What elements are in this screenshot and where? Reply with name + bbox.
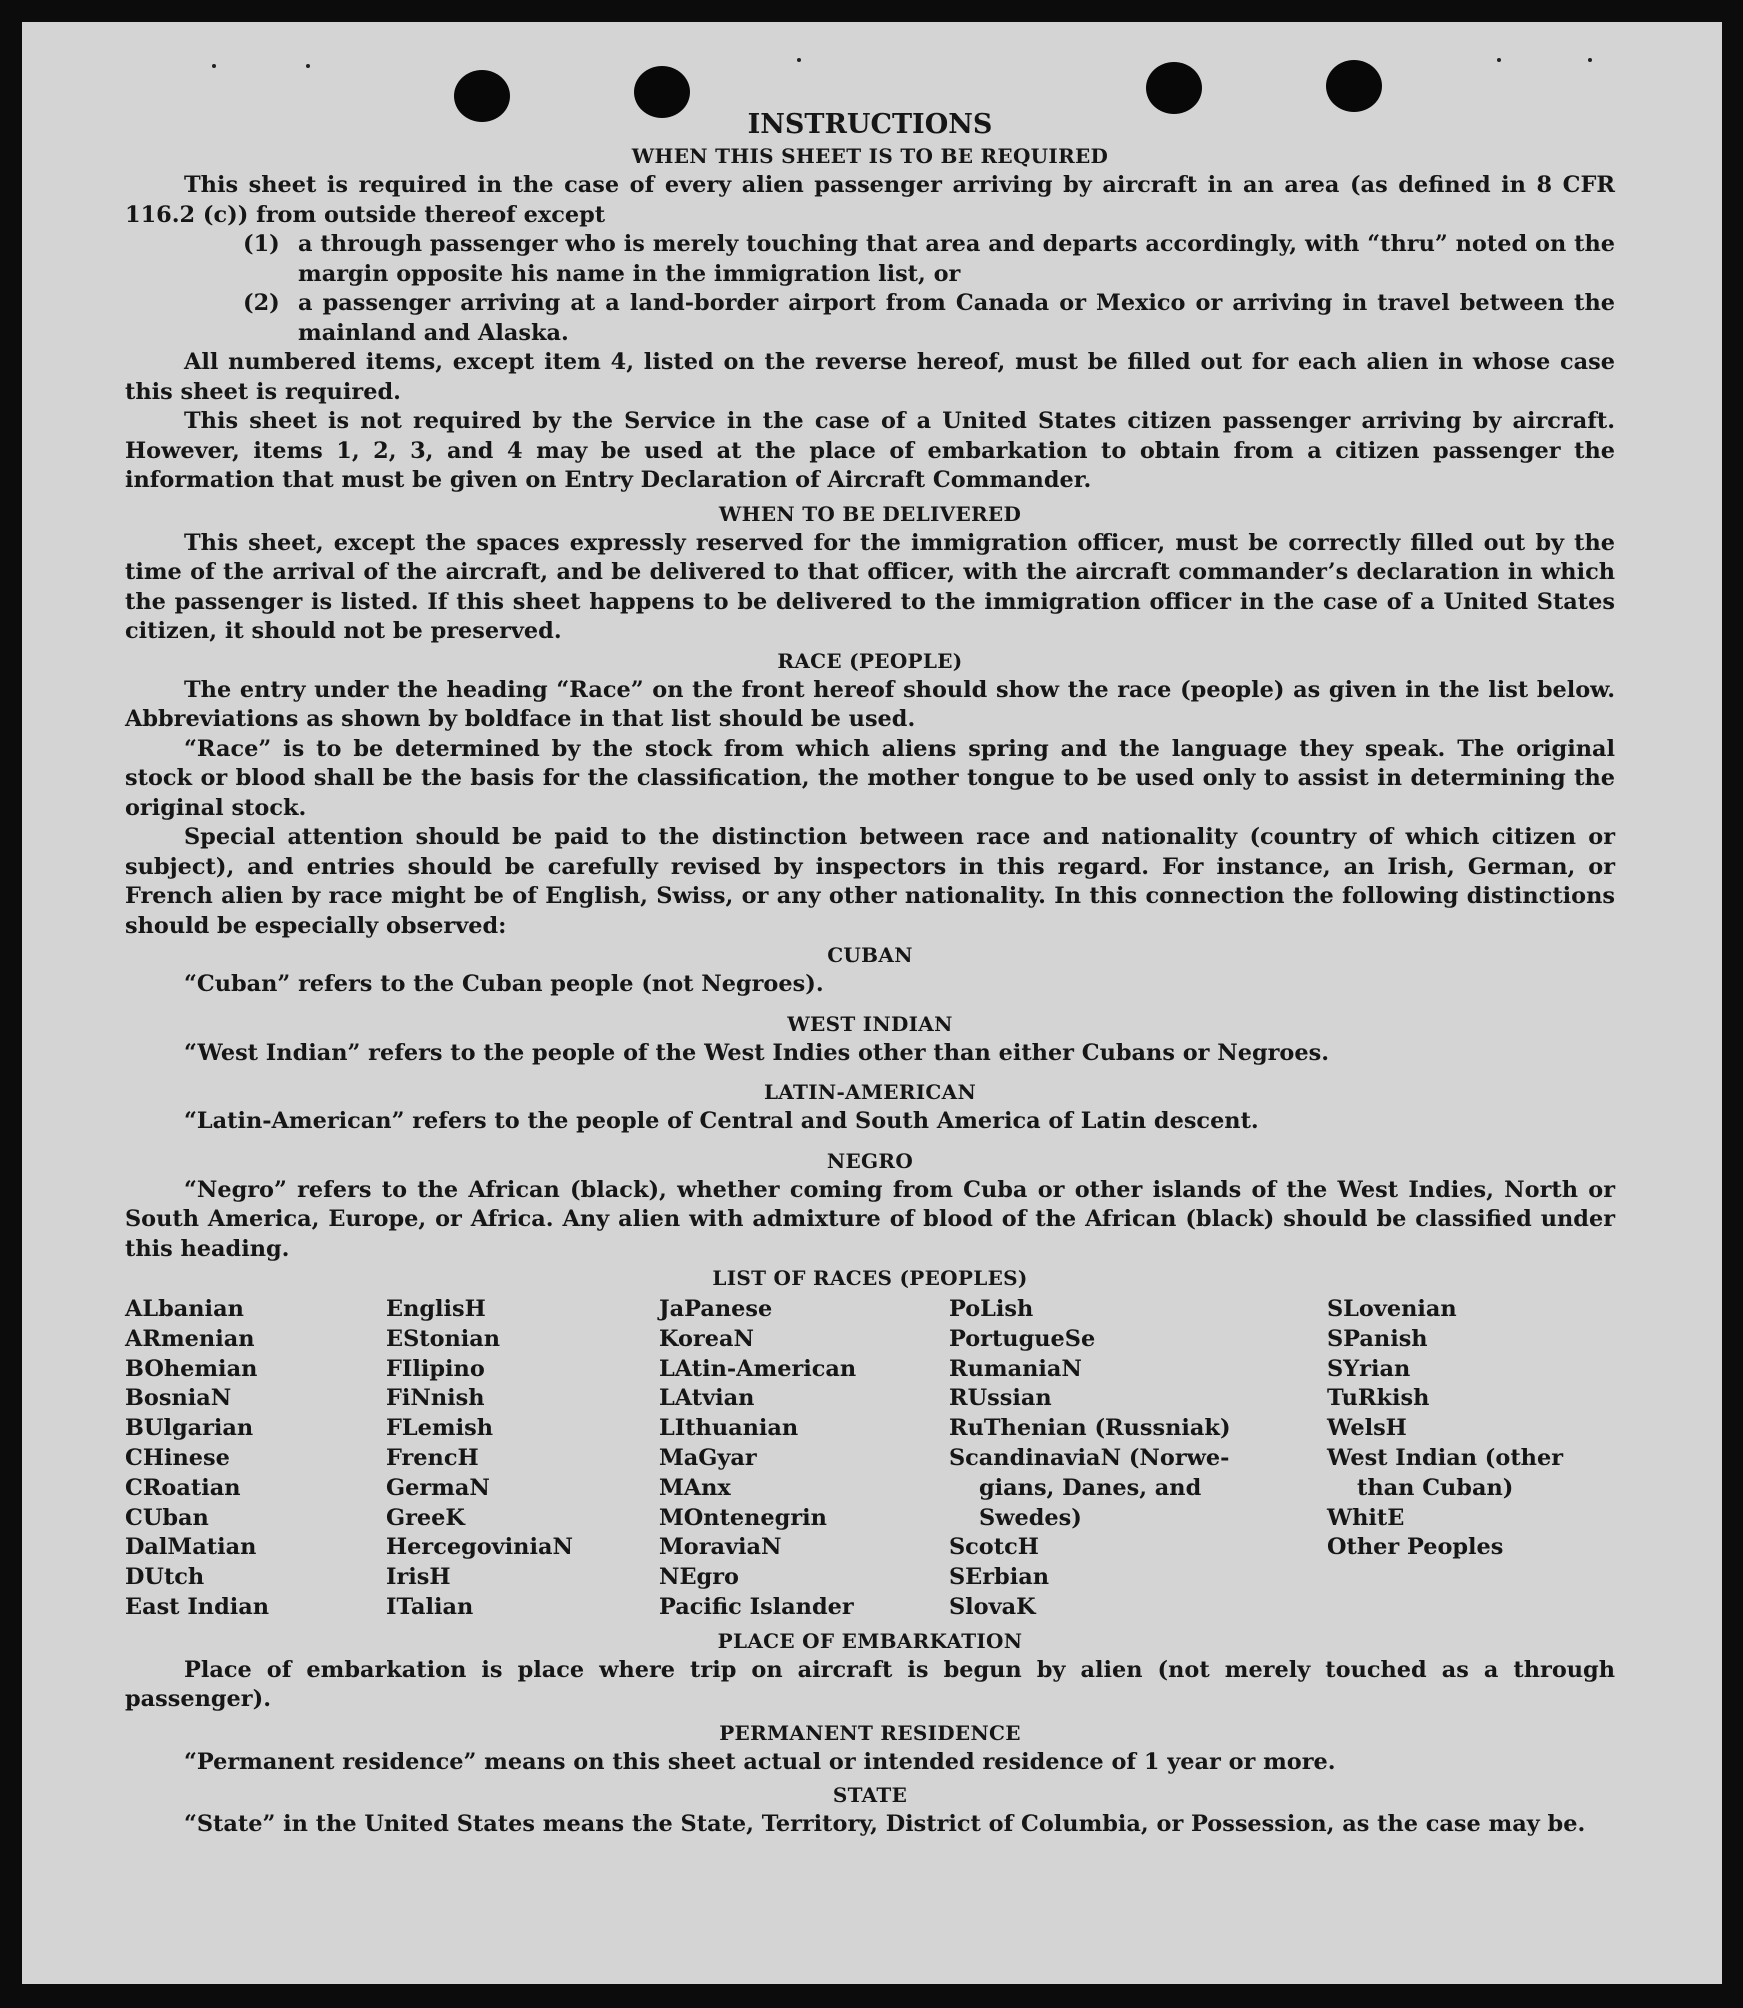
instructions-body	[125, 108, 1615, 1840]
paper-speck	[306, 64, 310, 68]
race-item: GermaN	[386, 1474, 490, 1501]
race-item: GreeK	[386, 1504, 465, 1531]
race-item: TuRkish	[1327, 1385, 1430, 1412]
punch-hole	[1326, 60, 1382, 112]
race-column	[949, 1295, 1327, 1623]
race-column	[1327, 1295, 1615, 1623]
section-heading: WEST INDIAN	[787, 1011, 953, 1036]
race-item: FLemish	[386, 1415, 493, 1442]
race-list	[125, 1295, 1615, 1623]
paragraph: “Cuban” refers to the Cuban people (not Negroes).	[184, 971, 824, 997]
race-item-continued	[949, 1504, 1327, 1534]
item-number: (1)	[243, 231, 280, 257]
paragraph: This sheet is required in the case of every alien passenger arriving by aircraft in an area (as defined in 8 CFR 116.2 (c)) from outside thereof except	[125, 172, 1615, 228]
race-item: SErbian	[949, 1564, 1049, 1591]
race-item: MoraviaN	[659, 1534, 782, 1561]
race-item: LAtin-American	[659, 1355, 857, 1382]
race-column	[386, 1295, 659, 1623]
section-heading: WHEN TO BE DELIVERED	[718, 501, 1022, 526]
list-item	[243, 230, 1615, 289]
paragraph: Place of embarkation is place where trip on aircraft is begun by alien (not merely touched as a through passenger).	[125, 1656, 1615, 1713]
race-item-continuation: gians, Danes, and	[979, 1474, 1202, 1501]
race-item: West Indian (other	[1327, 1444, 1563, 1471]
document-page	[22, 22, 1722, 1984]
section-heading: CUBAN	[827, 943, 913, 967]
item-text: a passenger arriving at a land-border airport from Canada or Mexico or arriving in travel between the mainland and Alaska.	[298, 290, 1615, 346]
race-item: PoLish	[949, 1296, 1034, 1322]
race-item: DalMatian	[125, 1534, 257, 1561]
race-item: NEgro	[659, 1564, 739, 1591]
race-item: BUlgarian	[125, 1415, 254, 1442]
race-item: CRoatian	[125, 1474, 241, 1501]
race-item-continuation: Swedes)	[979, 1504, 1082, 1531]
race-item: SlovaK	[949, 1593, 1036, 1620]
section-heading: PLACE OF EMBARKATION	[717, 1628, 1023, 1653]
paper-speck	[1588, 58, 1592, 62]
section-heading: LATIN-AMERICAN	[763, 1080, 977, 1104]
paragraph: All numbered items, except item 4, listed on the reverse hereof, must be filled out for each alien in whose case this sheet is required.	[125, 349, 1615, 405]
race-item: LIthuanian	[659, 1415, 799, 1442]
race-item: MOntenegrin	[659, 1504, 827, 1531]
race-item: CHinese	[125, 1444, 230, 1471]
race-item: RumaniaN	[949, 1355, 1082, 1382]
race-column	[125, 1295, 386, 1623]
paragraph: “Permanent residence” means on this sheet actual or intended residence of 1 year or more.	[184, 1748, 1336, 1775]
paragraph: “Latin-American” refers to the people of Central and South America of Latin descent.	[184, 1108, 1259, 1134]
paragraph: “Negro” refers to the African (black), whether coming from Cuba or other islands of the West Indies, North or South America, Europe, or Africa. Any alien with admixture of blood of the African (black) should be classified under this heading.	[125, 1176, 1615, 1262]
race-item-continuation: than Cuban)	[1357, 1474, 1514, 1501]
section-heading: WHEN THIS SHEET IS TO BE REQUIRED	[631, 144, 1109, 168]
item-number: (2)	[243, 290, 280, 316]
race-item: SPanish	[1327, 1325, 1428, 1352]
section-heading: RACE (PEOPLE)	[777, 648, 963, 673]
paragraph: This sheet, except the spaces expressly reserved for the immigration officer, must be correctly filled out by the time of the arrival of the aircraft, and be delivered to that officer, with the aircraft commander’s declaration in which the passenger is listed. If this sheet happens to be delivered to the immigration officer in the case of a United States citizen, it should not be preserved.	[125, 529, 1615, 644]
paper-speck	[1497, 58, 1501, 62]
race-item: FiNnish	[386, 1385, 485, 1412]
section-heading: STATE	[832, 1783, 908, 1808]
race-item: ScotcH	[949, 1534, 1039, 1561]
section-heading: NEGRO	[826, 1148, 914, 1173]
race-item: FrencH	[386, 1444, 479, 1471]
race-item: RUssian	[949, 1385, 1052, 1412]
race-item: SYrian	[1327, 1355, 1411, 1382]
race-item-continued	[949, 1474, 1327, 1504]
section-heading: PERMANENT RESIDENCE	[719, 1720, 1021, 1745]
race-item: BOhemian	[125, 1355, 258, 1382]
item-text: a through passenger who is merely touching that area and departs accordingly, with “thru” noted on the margin opposite his name in the immigration list, or	[298, 231, 1615, 287]
race-item: KoreaN	[659, 1325, 754, 1352]
paper-speck	[797, 58, 801, 62]
race-item: ARmenian	[125, 1325, 255, 1352]
race-item: SLovenian	[1327, 1296, 1457, 1322]
paper-speck	[212, 64, 216, 68]
list-item	[243, 289, 1615, 348]
race-item: HercegoviniaN	[386, 1534, 573, 1561]
page-title: INSTRUCTIONS	[747, 109, 993, 140]
race-item: MaGyar	[659, 1444, 757, 1471]
paragraph: “Race” is to be determined by the stock from which aliens spring and the language they speak. The original stock or blood shall be the basis for the classification, the mother tongue to be used only to assist in determining the original stock.	[125, 735, 1615, 821]
race-item: BosniaN	[125, 1385, 232, 1412]
race-item: DUtch	[125, 1564, 205, 1591]
punch-hole	[1146, 62, 1202, 114]
race-item: CUban	[125, 1504, 209, 1531]
race-item: RuThenian (Russniak)	[949, 1415, 1231, 1442]
race-item: EStonian	[386, 1325, 501, 1352]
race-item: ITalian	[386, 1593, 474, 1620]
race-item: PortugueSe	[949, 1325, 1096, 1352]
race-item: East Indian	[125, 1593, 270, 1620]
race-item-continued	[1327, 1474, 1615, 1504]
race-item: EnglisH	[386, 1296, 486, 1322]
paragraph: “State” in the United States means the State, Territory, District of Columbia, or Possession, as the case may be.	[184, 1811, 1586, 1838]
paragraph: Special attention should be paid to the distinction between race and nationality (country of which citizen or subject), and entries should be carefully revised by inspectors in this regard. For instance, an Irish, German, or French alien by race might be of English, Swiss, or any other nationality. In this connection the following distinctions should be especially observed:	[125, 824, 1615, 939]
race-item: IrisH	[386, 1564, 451, 1591]
race-item: LAtvian	[659, 1385, 755, 1412]
race-item: JaPanese	[659, 1296, 773, 1322]
section-heading: LIST OF RACES (PEOPLES)	[712, 1266, 1028, 1290]
race-item: ALbanian	[125, 1296, 244, 1322]
paragraph: This sheet is not required by the Service in the case of a United States citizen passenger arriving by aircraft. However, items 1, 2, 3, and 4 may be used at the place of embarkation to obtain from a citizen passenger the information that must be given on Entry Declaration of Aircraft Commander.	[125, 408, 1615, 493]
race-item: MAnx	[659, 1474, 731, 1501]
paragraph: “West Indian” refers to the people of the West Indies other than either Cubans or Negroes.	[184, 1039, 1329, 1066]
paragraph: The entry under the heading “Race” on the front hereof should show the race (people) as given in the list below. Abbreviations as shown by boldface in that list should be used.	[125, 676, 1615, 732]
race-item: Pacific Islander	[659, 1593, 854, 1620]
race-item: FIlipino	[386, 1355, 485, 1382]
race-item: WhitE	[1327, 1504, 1405, 1531]
race-item: WelsH	[1327, 1415, 1407, 1442]
race-item: Other Peoples	[1327, 1534, 1504, 1561]
race-column	[659, 1295, 949, 1623]
race-item: ScandinaviaN (Norwe-	[949, 1444, 1230, 1471]
